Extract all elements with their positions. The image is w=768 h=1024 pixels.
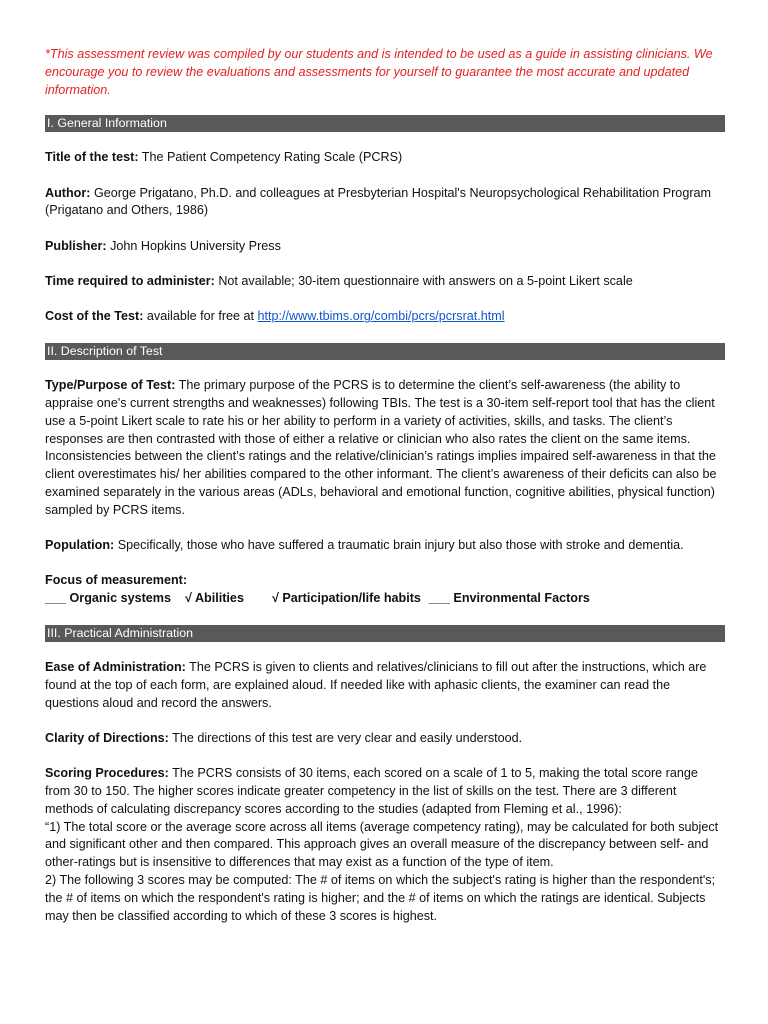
time-required-field xyxy=(45,273,725,291)
field-label: Author: xyxy=(45,185,91,200)
focus-option: √ Abilities xyxy=(185,591,244,606)
focus-of-measurement xyxy=(45,572,725,608)
type-purpose-field xyxy=(45,377,725,519)
section-header-description: II. Description of Test xyxy=(45,343,725,360)
focus-option: √ Participation/life habits xyxy=(271,591,421,606)
scoring-method-2: 2) The following 3 scores may be computed: The # of items on which the subject's rating is higher than the respondent's; the # of items on which the respondent's rating is higher; and the # of items on which the ratings are identical. Subjects may then be classified according to which of these 3 scores is highest. xyxy=(45,872,716,923)
cost-link[interactable]: http://www.tbims.org/combi/pcrs/pcrsrat.html xyxy=(257,309,505,324)
field-value: The Patient Competency Rating Scale (PCRS) xyxy=(138,150,403,165)
ease-of-administration-field xyxy=(45,659,725,712)
field-value: John Hopkins University Press xyxy=(106,238,281,253)
population-field xyxy=(45,537,725,555)
field-value: available for free at xyxy=(143,309,258,324)
field-value: Specifically, those who have suffered a traumatic brain injury but also those with stroke and dementia. xyxy=(114,538,684,553)
field-label: Scoring Procedures: xyxy=(45,766,169,781)
field-value: Not available; 30-item questionnaire with answers on a 5-point Likert scale xyxy=(214,274,633,289)
field-label: Type/Purpose of Test: xyxy=(45,378,176,393)
scoring-method-1: “1) The total score or the average score across all items (average competency rating), may be calculated for both subject and significant other and then compared. This approach gives an overall measure of the discrepancy between self- and other-ratings but is insensitive to differences that may exist as a function of the type of item. xyxy=(45,819,719,870)
cost-field xyxy=(45,308,725,326)
field-label: Publisher: xyxy=(45,238,107,253)
scoring-procedures-field xyxy=(45,765,725,925)
document-page xyxy=(45,46,725,925)
publisher-field xyxy=(45,238,725,256)
focus-options xyxy=(45,591,604,605)
author-field xyxy=(45,185,725,221)
field-label: Ease of Administration: xyxy=(45,659,186,674)
title-of-test-field xyxy=(45,149,725,167)
field-value: George Prigatano, Ph.D. and colleagues at Presbyterian Hospital's Neuropsychological Rehabilitation Program (Prigatano and Others, 1986) xyxy=(45,185,712,218)
focus-option: ___ Environmental Factors xyxy=(428,591,590,606)
field-value: The PCRS consists of 30 items, each scored on a scale of 1 to 5, making the total score range from 30 to 150. The higher scores indicate greater competency in the list of skills on the test. There are 3 different methods of calculating discrepancy scores according to the studies (adapted from Fleming et al., 1996): xyxy=(45,766,698,816)
field-label: Cost of the Test: xyxy=(45,309,144,324)
field-label: Focus of measurement: xyxy=(45,573,188,588)
disclaimer-text: *This assessment review was compiled by our students and is intended to be used as a guide in assisting clinicians. We encourage you to review the evaluations and assessments for yourself to guarantee the most accurate and updated information. xyxy=(45,47,713,97)
field-label: Title of the test: xyxy=(45,150,139,165)
field-label: Clarity of Directions: xyxy=(45,730,169,745)
field-label: Population: xyxy=(45,538,115,553)
field-value: The directions of this test are very clear and easily understood. xyxy=(168,730,523,745)
section-header-general: I. General Information xyxy=(45,115,725,132)
field-value: The PCRS is given to clients and relatives/clinicians to fill out after the instructions, which are found at the top of each form, are explained aloud. If needed like with aphasic clients, the examiner can read the questions aloud and record the answers. xyxy=(45,659,707,710)
focus-option: ___ Organic systems xyxy=(45,591,172,606)
field-value: The primary purpose of the PCRS is to determine the client’s self-awareness (the ability to appraise one's current strengths and weaknesses) following TBIs. The test is a 30-item self-report tool that has the client use a 5-point Likert scale to rate his or her ability to perform in a variety of activities, skills, and tasks. The client’s responses are then contrasted with those of either a relative or clinician who also rates the client on the same items. Inconsistencies between the client’s ratings and the relative/clinician’s ratings implies impaired self-awareness in that the client overestimates his/ her abilities compared to the other informant. The client’s awareness of their deficits can also be examined separately in the various areas (ADLs, behavioral and emotional function, cognitive abilities, physical function) sampled by PCRS items. xyxy=(45,378,717,517)
clarity-of-directions-field xyxy=(45,730,725,748)
section-header-practical: III. Practical Administration xyxy=(45,625,725,642)
field-label: Time required to administer: xyxy=(45,274,215,289)
